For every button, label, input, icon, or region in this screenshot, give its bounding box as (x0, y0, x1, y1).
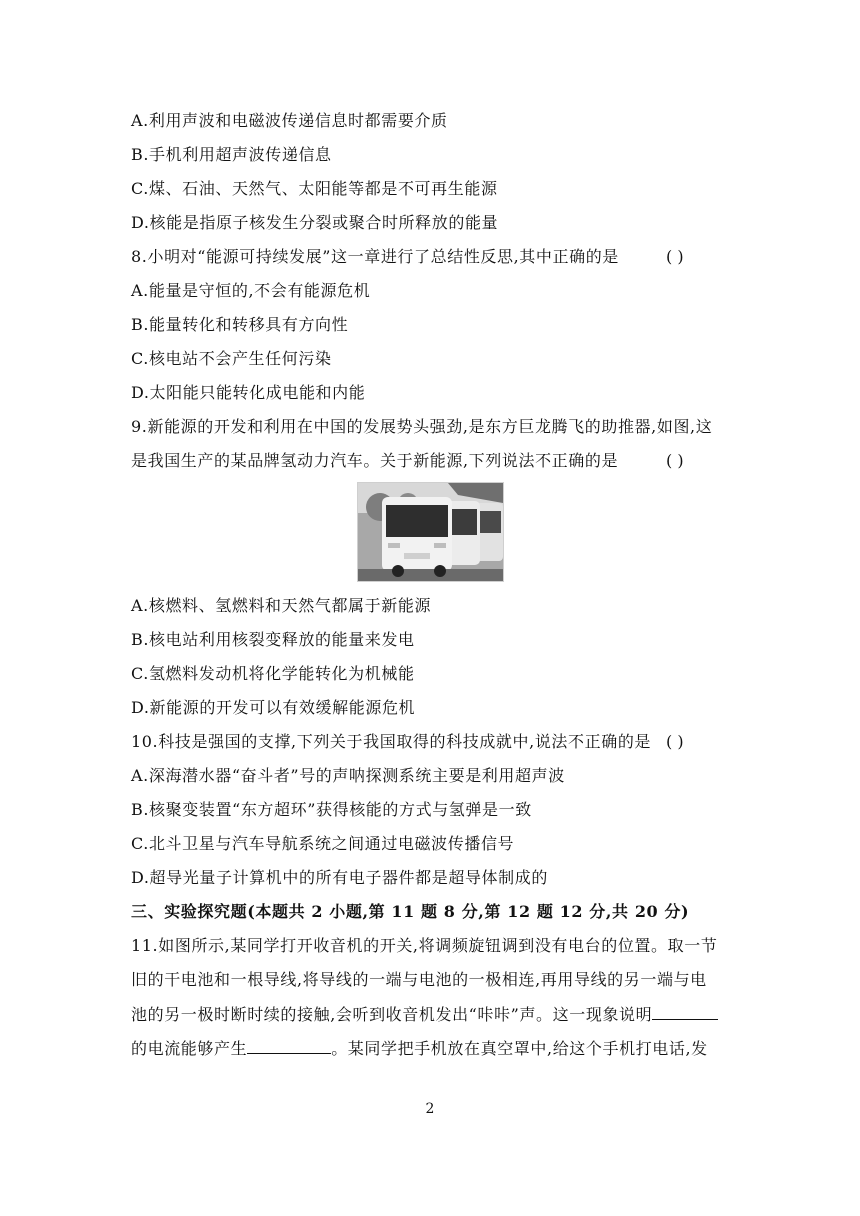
q11-line4 (131, 1037, 708, 1060)
q10-option-b: B.核聚变装置“东方超环”获得核能的方式与氢弹是一致 (131, 800, 532, 819)
page-number: 2 (425, 1101, 435, 1117)
q9-stem-line1: 9.新能源的开发和利用在中国的发展势头强劲,是东方巨龙腾飞的助推器,如图,这 (131, 417, 713, 436)
q8-option-a: A.能量是守恒的,不会有能源危机 (131, 281, 371, 300)
q10-stem: 10.科技是强国的支撑,下列关于我国取得的科技成就中,说法不正确的是 (131, 732, 652, 751)
answer-blank-2[interactable] (247, 1037, 331, 1054)
q9-answer-paren: ( ) (666, 451, 684, 470)
q7-option-b: B.手机利用超声波传递信息 (131, 145, 332, 164)
q10-option-d: D.超导光量子计算机中的所有电子器件都是超导体制成的 (131, 868, 548, 887)
q8-option-b: B.能量转化和转移具有方向性 (131, 315, 349, 334)
q11-line1: 11.如图所示,某同学打开收音机的开关,将调频旋钮调到没有电台的位置。取一节 (131, 936, 718, 955)
q11-line3-text: 池的另一极时断时续的接触,会听到收音机发出“咔咔”声。这一现象说明 (131, 1005, 653, 1024)
q10-answer-paren: ( ) (666, 732, 684, 751)
q11-line4-text-a: 的电流能够产生 (131, 1039, 248, 1058)
q8-answer-paren: ( ) (666, 247, 684, 266)
q8-option-d: D.太阳能只能转化成电能和内能 (131, 383, 366, 402)
hydrogen-bus-photo (357, 482, 504, 582)
q11-line4-text-b: 。某同学把手机放在真空罩中,给这个手机打电话,发 (331, 1039, 708, 1058)
q8-stem: 8.小明对“能源可持续发展”这一章进行了总结性反思,其中正确的是 (131, 247, 619, 266)
q10-option-a: A.深海潜水器“奋斗者”号的声呐探测系统主要是利用超声波 (131, 766, 565, 785)
bus-illustration (358, 483, 503, 581)
q9-option-c: C.氢燃料发动机将化学能转化为机械能 (131, 664, 415, 683)
q9-option-d: D.新能源的开发可以有效缓解能源危机 (131, 698, 416, 717)
q9-option-a: A.核燃料、氢燃料和天然气都属于新能源 (131, 596, 432, 615)
q7-option-c: C.煤、石油、天然气、太阳能等都是不可再生能源 (131, 179, 498, 198)
q9-stem-line2: 是我国生产的某品牌氢动力汽车。关于新能源,下列说法不正确的是 (131, 451, 619, 470)
q11-line3 (131, 1003, 718, 1026)
q8-option-c: C.核电站不会产生任何污染 (131, 349, 332, 368)
q7-option-a: A.利用声波和电磁波传递信息时都需要介质 (131, 111, 448, 130)
q9-option-b: B.核电站利用核裂变释放的能量来发电 (131, 630, 415, 649)
q11-line2: 旧的干电池和一根导线,将导线的一端与电池的一极相连,再用导线的另一端与电 (131, 970, 707, 989)
q10-option-c: C.北斗卫星与汽车导航系统之间通过电磁波传播信号 (131, 834, 515, 853)
q7-option-d: D.核能是指原子核发生分裂或聚合时所释放的能量 (131, 213, 499, 232)
answer-blank-1[interactable] (652, 1003, 718, 1020)
section-heading: 三、实验探究题(本题共 2 小题,第 11 题 8 分,第 12 题 12 分,共 20 分) (131, 902, 690, 921)
